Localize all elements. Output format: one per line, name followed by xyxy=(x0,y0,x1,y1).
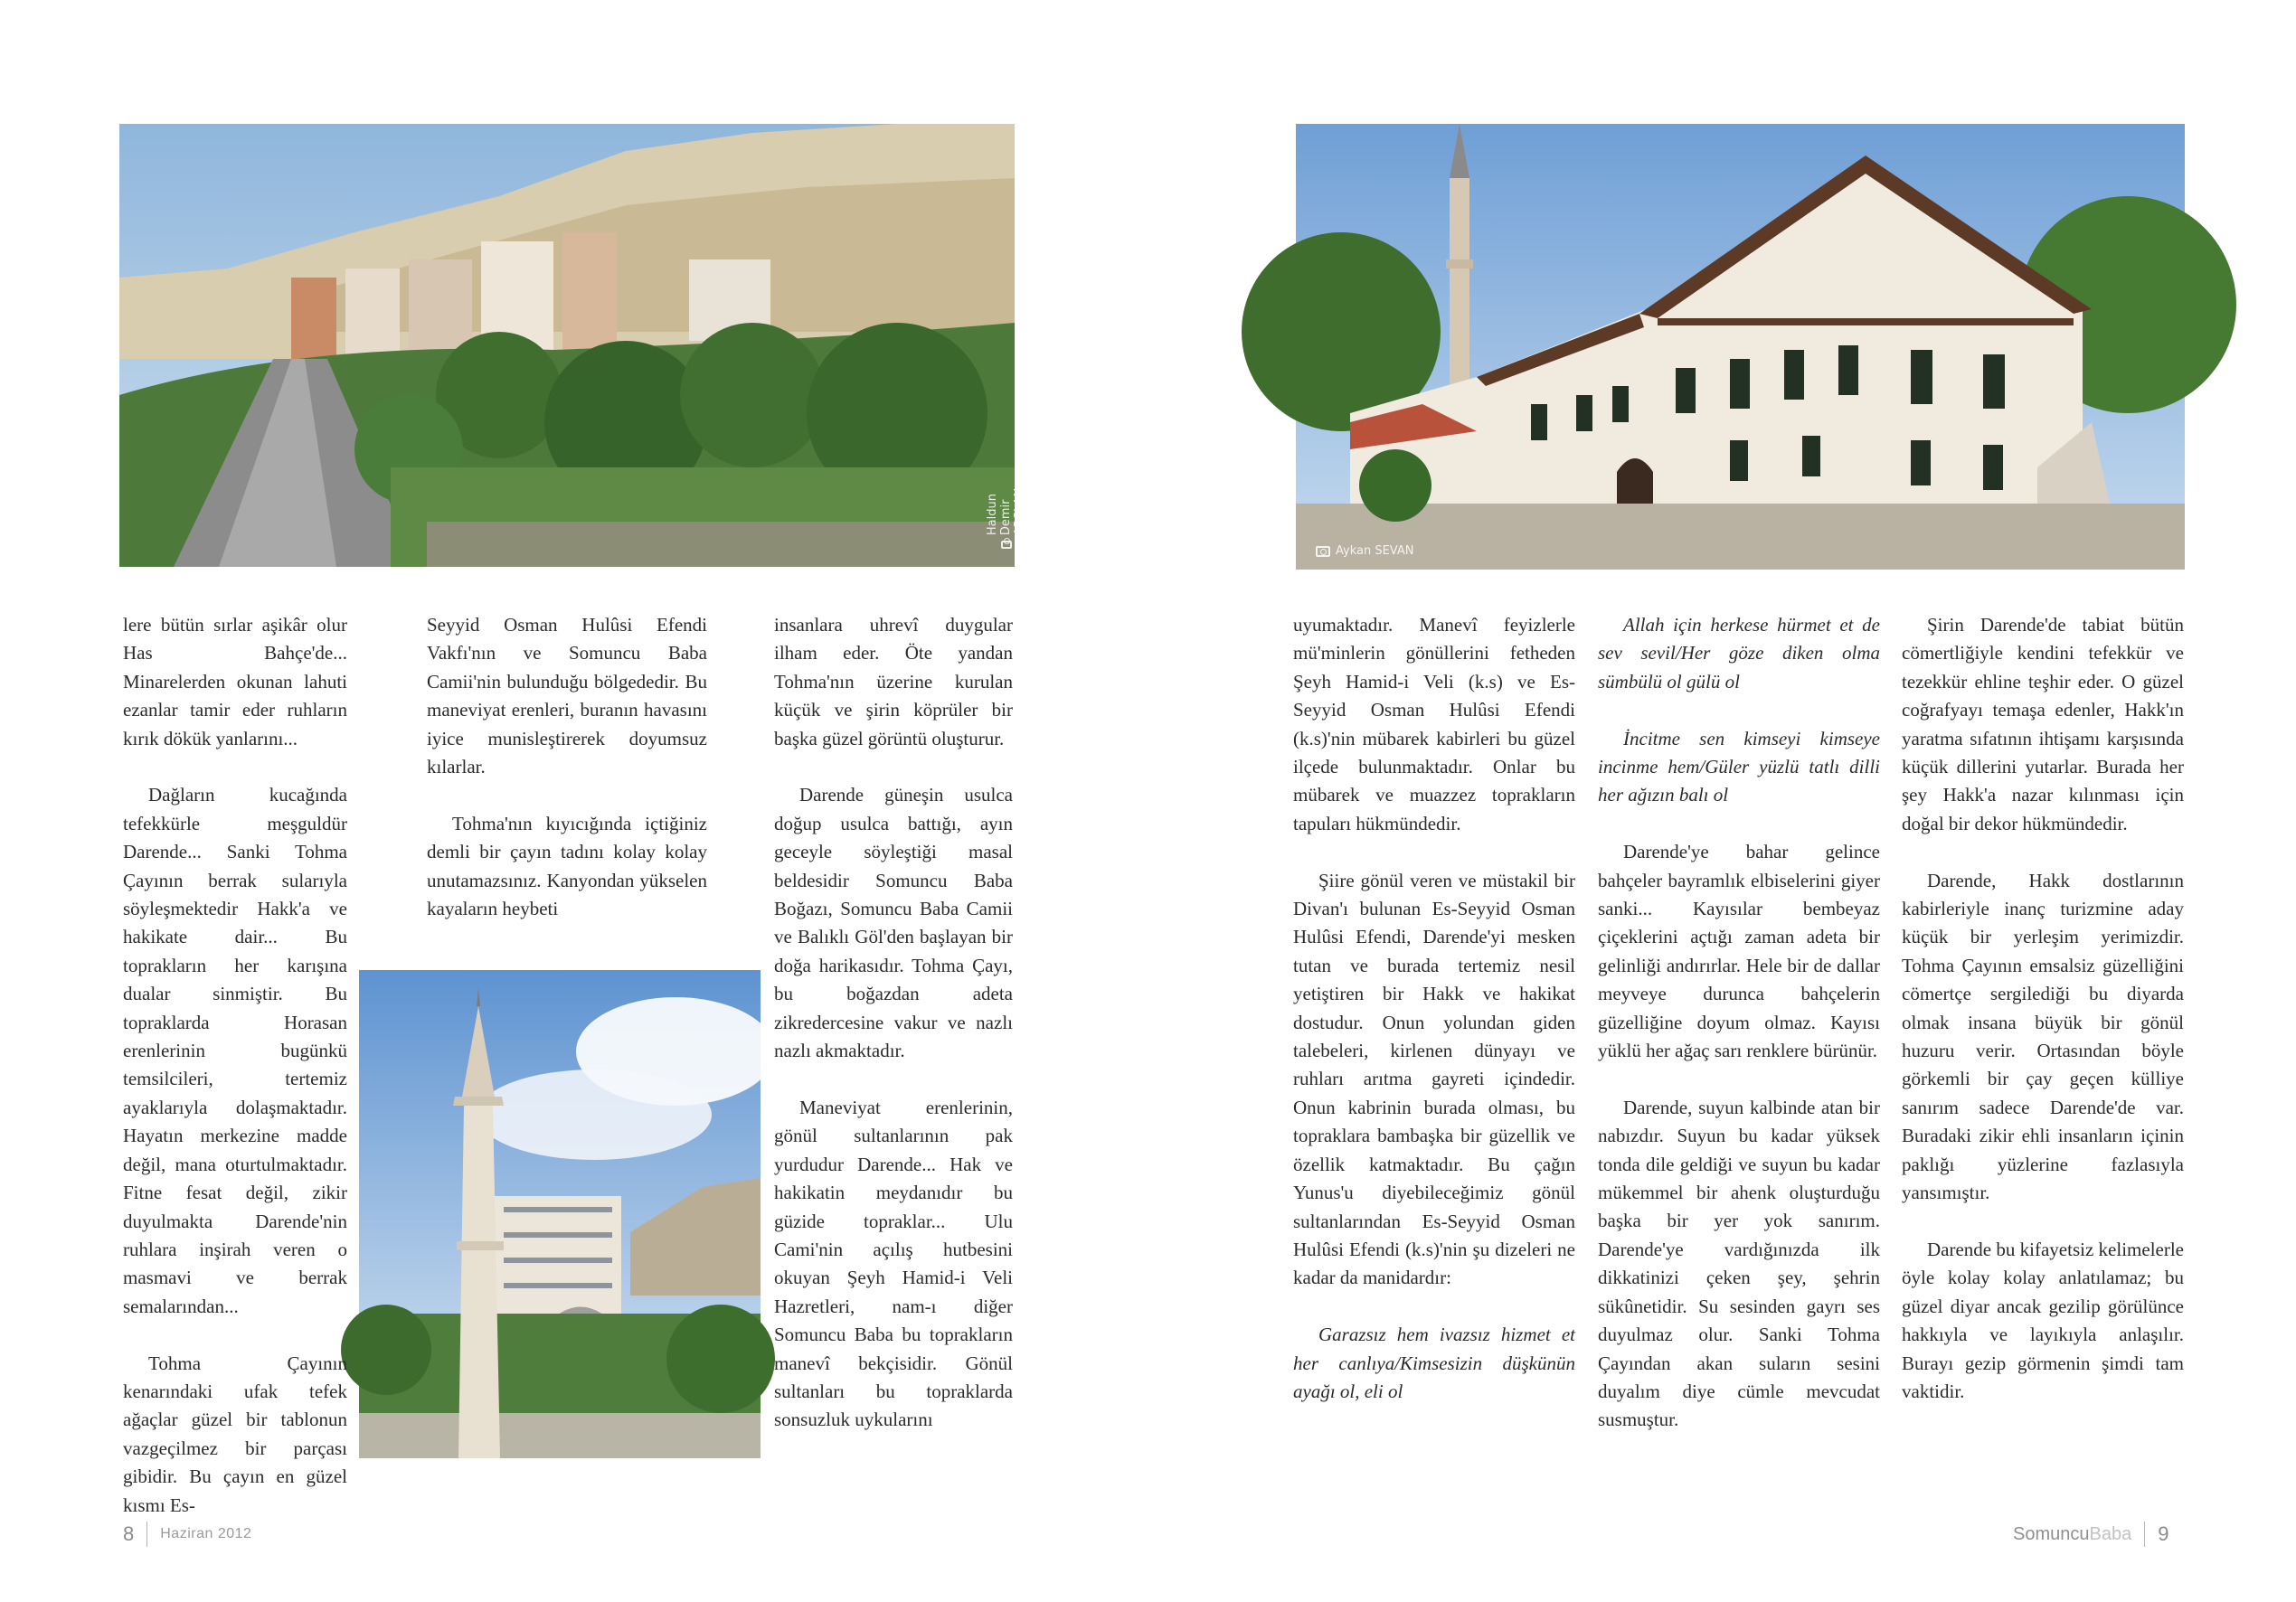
minaret-photo xyxy=(359,970,761,1458)
paragraph: Dağların kucağında tefekkürle meşguldür Darende... Sanki Tohma Çayının berrak sularıyla söyleşmektedir Hakk'a ve hakikate dair... Bu toprakların her karışına dualar sinmiştir. Bu topraklarda Horasan erenlerinin bugünkü temsilcileri, tertemiz ayaklarıyla dolaşmaktadır. Hayatın merkezine madde değil, mana oturtulmaktadır. Fitne fesat değil, zikir duyulmakta Darende'nin ruhlara inşirah veren o masmavi ve berrak semalarından... xyxy=(123,784,347,1317)
paragraph: Tohma'nın kıyıcığında içtiğiniz demli bir çayın tadını kolay kolay unutamazsınız. Kanyondan yükselen kayaların heybeti xyxy=(427,812,707,920)
footer-divider xyxy=(2144,1522,2145,1547)
landscape-photo xyxy=(119,124,1026,567)
page-number: 8 xyxy=(123,1522,135,1545)
page-number: 9 xyxy=(2158,1522,2169,1545)
photo-credit: Haldun Demir ARSLAN xyxy=(986,482,1026,549)
paragraph: Darende, Hakk dostlarının kabirleriyle inanç turizmine aday küçük bir yerleşim yerimizdir. Tohma Çayının emsalsiz güzelliğini cömertçe sergilediği bu diyarda olmak insana büyük bir gönül huzuru verir. Ortasından böyle görkemli bir çay geçen külliye sanırım sadece Darende'de var. Buradaki zikir ehli insanların içinin paklığı yüzlerine fazlasıyla yansımıştır. xyxy=(1902,869,2184,1204)
paragraph: Darende, suyun kalbinde atan bir nabızdır. Suyun bu kadar yüksek tonda dile geldiği ve suyun bu kadar mükemmel bir ahenk oluşturduğu başka bir yer yok sanırım. Darende'ye vardığınızda ilk dikkatinizi çeken şey, şehrin sükûnetidir. Su sesinden gayrı ses duyulmaz olur. Sanki Tohma Çayından akan suların sesini duyalım diye cümle mevcudat susmuştur. xyxy=(1598,1096,1880,1431)
paragraph: Darende bu kifayetsiz kelimelerle öyle kolay kolay anlatılamaz; bu güzel diyar ancak gezilip görülünce hakkıyla ve layıkıyla anlaşılır. Burayı gezip görmenin şimdi tam vaktidir. xyxy=(1902,1238,2184,1402)
paragraph: insanlara uhrevî duygular ilham eder. Öte yandan Tohma'nın üzerine kurulan küçük ve şirin köprüler bir başka güzel görüntü oluşturur. xyxy=(774,614,1013,749)
text-column-left-1 xyxy=(123,611,403,1548)
photo-credit: Aykan SEVAN xyxy=(1316,544,1414,558)
text-column-right-3 xyxy=(1902,611,2184,1435)
footer-divider xyxy=(146,1522,147,1547)
text-column-right-2 xyxy=(1598,611,1880,1463)
footer-right xyxy=(2013,1522,2168,1547)
text-column-left-3 xyxy=(731,611,1013,1474)
paragraph: uyumaktadır. Manevî feyizlerle mü'minlerin gönüllerini fetheden Şeyh Hamid-i Veli (k.s) ve Es-Seyyid Osman Hulûsi Efendi (k.s)'nin mübarek kabirleri bu güzel ilçede bulunmaktadır. Onlar bu mübarek ve muazzez toprakların tapuları hükmündedir. xyxy=(1293,614,1575,834)
footer-left xyxy=(123,1522,251,1547)
paragraph: Darende'ye bahar gelince bahçeler bayramlık elbiselerini giyer sanki... Kayısılar bembeyaz çiçeklerini açtığı zaman adeta bir gelinliği andırırlar. Hele bir de dallar meyveye durunca bahçelerin güzelliğine doyum olmaz. Kayısı yüklü her ağaç sarı renklere bürünür. xyxy=(1598,841,1880,1062)
camera-icon xyxy=(1001,541,1012,549)
issue-date: Haziran 2012 xyxy=(160,1526,252,1541)
paragraph: lere bütün sırlar aşikâr olur Has Bahçe'de... Minarelerden okunan lahuti ezanlar tamir eder ruhların kırık dökük yanlarını... xyxy=(123,614,347,749)
paragraph: Şiire gönül veren ve müstakil bir Divan'ı bulunan Es-Seyyid Osman Hulûsi Efendi, Darende'yi mesken tutan ve burada tertemiz nesil yetiştiren bir Hakk ve hakikat dostudur. Onun yolundan giden talebeleri, kirlenen dünyayı ve ruhları arıtma gayreti içindedir. Onun kabrinin burada olması, bu topraklara bambaşka bir güzellik ve özellik katmaktadır. Bu çağın Yunus'u diyebileceğimiz gönül sultanlarından Es-Seyyid Osman Hulûsi Efendi (k.s)'nin şu dizeleri ne kadar da manidardır: xyxy=(1293,869,1575,1289)
paragraph: Tohma Çayının kenarındaki ufak tefek ağaçlar güzel bir tablonun vazgeçilmez bir parçası gibidir. Bu çayın en güzel kısmı Es- xyxy=(123,1352,347,1516)
camera-icon xyxy=(1316,546,1330,557)
paragraph: Darende güneşin usulca doğup usulca battığı, ayın geceyle söyleştiği masal beldesidir Somuncu Baba Boğazı, Somuncu Baba Camii ve Balıklı Göl'den başlayan bir doğa harikasıdır. Tohma Çayı, bu boğazdan adeta zikredercesine vakur ve nazlı nazlı akmaktadır. xyxy=(774,784,1013,1062)
magazine-logo: SomuncuBaba xyxy=(2013,1523,2132,1544)
poem-verse: Allah için herkese hürmet et de sev sevil/Her göze diken olma sümbülü ol gülü ol xyxy=(1598,614,1880,693)
paragraph: Seyyid Osman Hulûsi Efendi Vakfı'nın ve Somuncu Baba Camii'nin bulunduğu bölgededir. Bu maneviyat erenleri, buranın havasını iyice munisleştirerek doyumsuz kılarlar. xyxy=(427,614,707,778)
paragraph: Şirin Darende'de tabiat bütün cömertliğiyle kendini tefekkür ve tezekkür ehline teşhir eder. O güzel coğrafyayı temaşa edenler, Hakk'ın yaratma sıfatının ihtişamı karşısında küçük dillerini yutarlar. Burada her şey Hakk'a nazar kılınması için doğal bir dekor hükmündedir. xyxy=(1902,614,2184,834)
poem-verse: Garazsız hem ivazsız hizmet et her canlıya/Kimsesizin düşkünün ayağı ol, eli ol xyxy=(1293,1324,1575,1402)
poem-verse: İncitme sen kimseyi kimseye incinme hem/Güler yüzlü tatlı dilli her ağızın balı ol xyxy=(1598,727,1880,806)
paragraph: Maneviyat erenlerinin, gönül sultanlarının pak yurdudur Darende... Hak ve hakikatin meydanıdır bu güzide topraklar... Ulu Cami'nin açılış hutbesini okuyan Şeyh Hamid-i Veli Hazretleri, nam-ı diğer Somuncu Baba bu toprakların manevî bekçisidir. Gönül sultanları bu topraklarda sonsuzluk uykularını xyxy=(774,1096,1013,1431)
mansion-photo xyxy=(1296,124,2185,570)
text-column-right-1 xyxy=(1293,611,1575,1435)
text-column-left-2 xyxy=(427,611,707,952)
